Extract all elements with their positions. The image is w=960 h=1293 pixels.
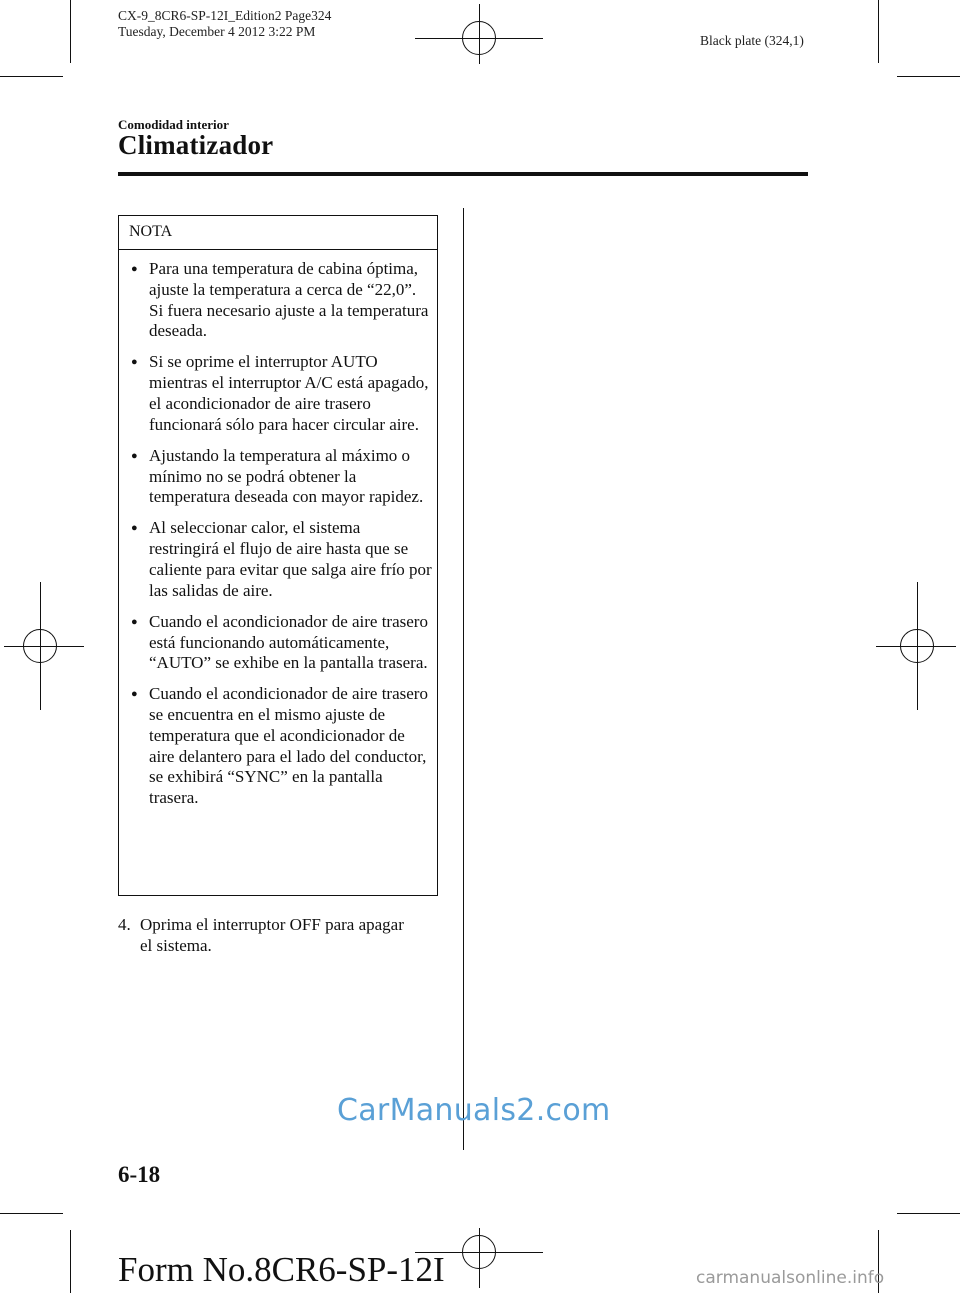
form-number: Form No.8CR6-SP-12I <box>118 1250 445 1289</box>
note-box <box>118 215 438 896</box>
reg-mark-top-circle <box>462 21 496 55</box>
note-item-text: Ajustando la temperatura al máximo o mínimo no se podrá obtener la temperatura deseada con mayor rapidez. <box>149 445 424 507</box>
print-slug-date: Tuesday, December 4 2012 3:22 PM <box>118 24 316 39</box>
note-list <box>119 259 437 809</box>
section-label: Comodidad interior <box>118 117 229 132</box>
note-item-text: Cuando el acondicionador de aire trasero se encuentra en el mismo ajuste de temperatura que el acondicionador de aire delantero para el lado del conductor, se exhibirá “SYNC” en la pantalla trasera. <box>149 684 428 808</box>
bullet-icon: ● <box>131 522 138 535</box>
note-item-text: Al seleccionar calor, el sistema restringirá el flujo de aire hasta que se caliente para evitar que salga aire frío por las salidas de aire. <box>149 518 432 600</box>
note-item <box>119 352 437 435</box>
note-item <box>119 612 437 674</box>
crop-mark-tl-v <box>70 0 71 63</box>
page-title: Climatizador <box>118 130 274 160</box>
title-rule <box>118 172 808 176</box>
note-item <box>119 446 437 508</box>
note-heading: NOTA <box>119 216 437 250</box>
bullet-icon: ● <box>131 263 138 275</box>
crop-mark-br-h <box>897 1213 960 1214</box>
crop-mark-tr-v <box>878 0 879 63</box>
print-slug-file: CX-9_8CR6-SP-12I_Edition2 Page324 <box>118 8 332 23</box>
reg-mark-bottom-circle <box>462 1235 496 1269</box>
note-item <box>119 259 437 342</box>
watermark: CarManuals2.com <box>337 1093 611 1128</box>
note-item <box>119 518 437 601</box>
crop-mark-tl-h <box>0 76 63 77</box>
crop-mark-tr-h <box>897 76 960 77</box>
footer-watermark: carmanualsonline.info <box>696 1268 885 1288</box>
reg-mark-right-circle <box>900 629 934 663</box>
reg-mark-left-circle <box>23 629 57 663</box>
step-text-line2: el sistema. <box>140 935 212 955</box>
bullet-icon: ● <box>131 615 138 628</box>
bullet-icon: ● <box>131 449 138 462</box>
crop-mark-bl-h <box>0 1213 63 1214</box>
note-item <box>119 684 437 809</box>
step-4 <box>118 915 448 957</box>
note-item-text: Para una temperatura de cabina óptima, ajuste la temperatura a cerca de “22,0”. Si fuera necesario ajuste a la temperatura deseada. <box>149 259 429 341</box>
step-text-line1: Oprima el interruptor OFF para apagar <box>140 915 404 934</box>
column-divider <box>463 208 464 1150</box>
note-item-text: Cuando el acondicionador de aire trasero está funcionando automáticamente, “AUTO” se exhibe en la pantalla trasera. <box>149 611 428 673</box>
plate-label: Black plate (324,1) <box>700 33 804 48</box>
note-item-text: Si se oprime el interruptor AUTO mientras el interruptor A/C está apagado, el acondicionador de aire trasero funcionará sólo para hacer circular aire. <box>149 352 429 434</box>
crop-mark-bl-v <box>70 1230 71 1293</box>
step-number: 4. <box>118 915 131 934</box>
bullet-icon: ● <box>131 688 138 701</box>
page-number: 6-18 <box>118 1162 161 1187</box>
bullet-icon: ● <box>131 356 138 369</box>
